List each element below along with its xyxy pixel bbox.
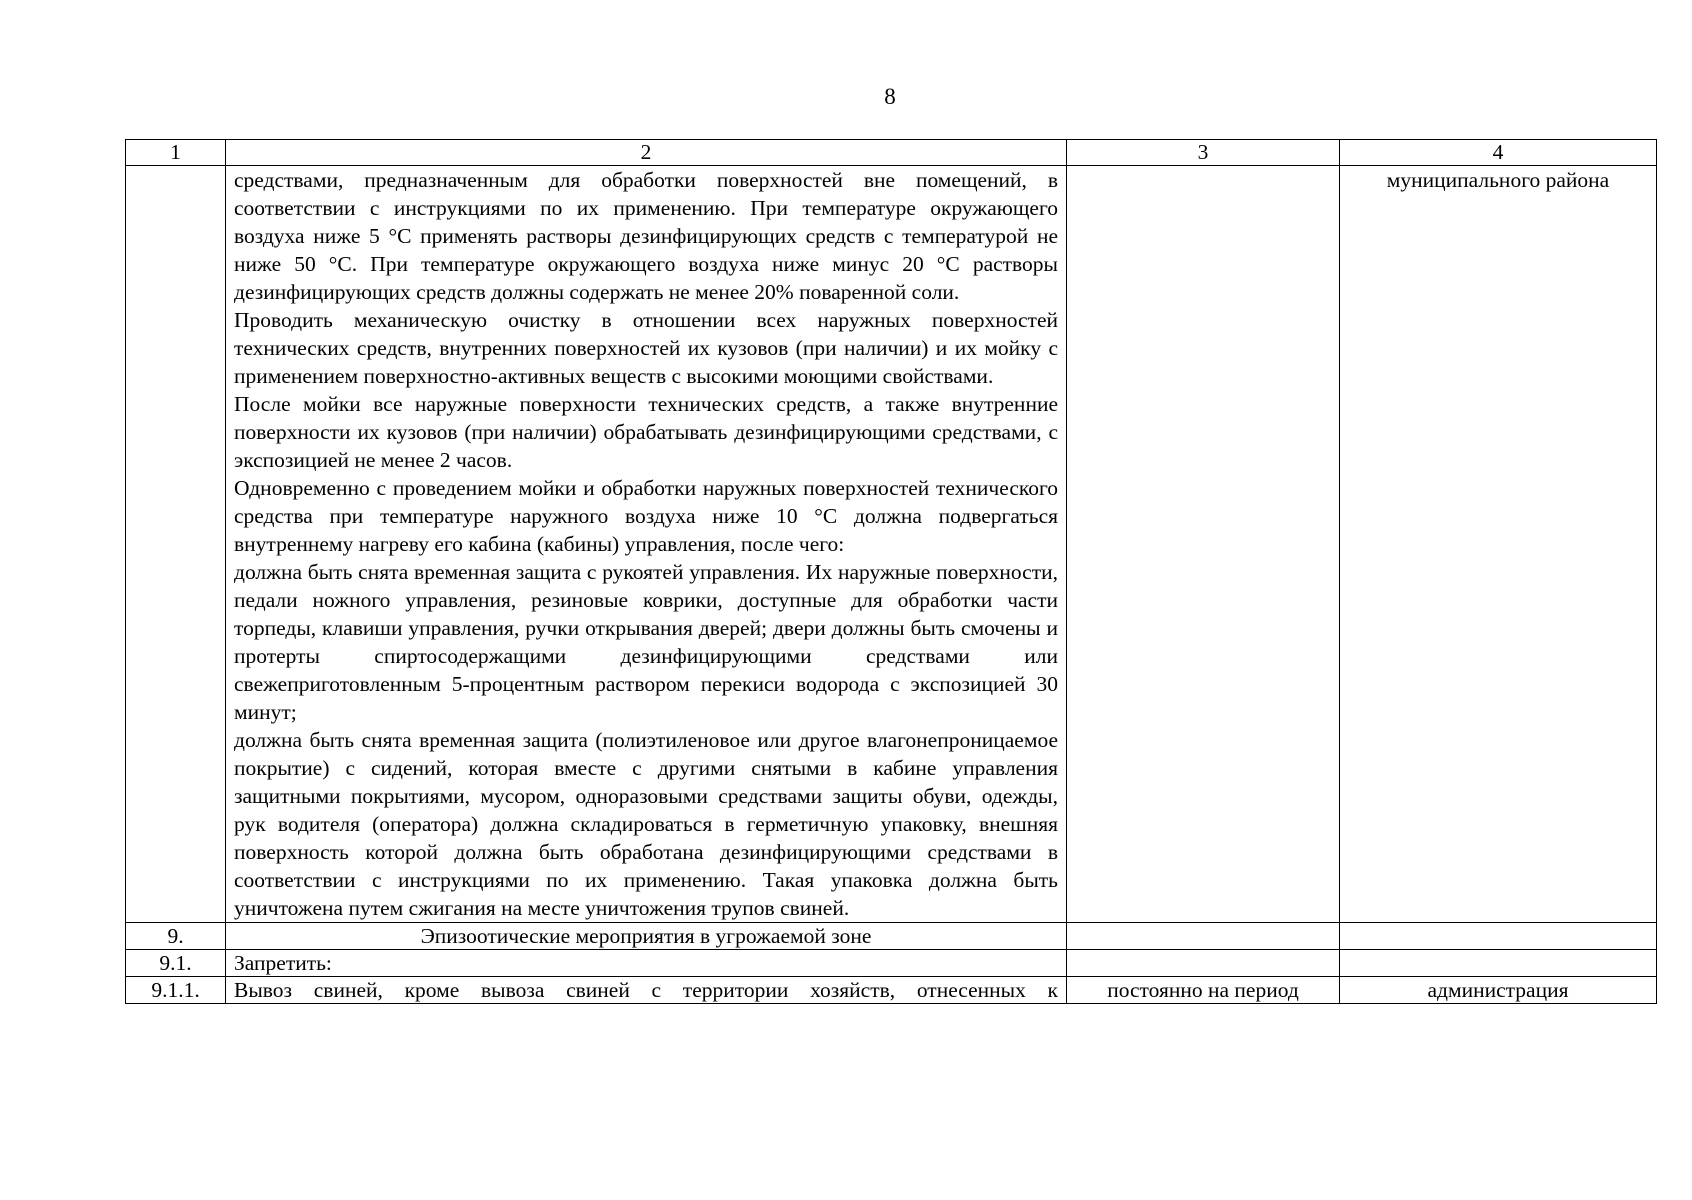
cell-responsible — [1340, 923, 1657, 950]
cell-number — [126, 166, 226, 923]
table-row-continuation — [126, 166, 1657, 923]
cell-deadline — [1067, 166, 1340, 923]
paragraph: должна быть снята временная защита (полиэтиленовое или другое влагонепроницаемое покрытие) с сидений, которая вместе с другими снятыми в кабине управления защитными покрытиями, мусором, одноразовыми средствами защиты обуви, одежды, рук водителя (оператора) должна складироваться в герметичную упаковку, внешняя поверхность которой должна быть обработана дезинфицирующими средствами в соответствии с инструкциями по их применению. Такая упаковка должна быть уничтожена путем сжигания на месте уничтожения трупов свиней. — [234, 728, 1058, 920]
paragraph: После мойки все наружные поверхности технических средств, а также внутренние поверхности их кузовов (при наличии) обрабатывать дезинфицирующими средствами, с экспозицией не менее 2 часов. — [234, 392, 1058, 472]
measures-table — [125, 139, 1657, 1004]
table-row — [126, 977, 1657, 1004]
header-col-1: 1 — [126, 140, 226, 166]
cell-number: 9.1.1. — [126, 977, 226, 1004]
cell-number: 9. — [126, 923, 226, 950]
cell-responsible: администрация — [1340, 977, 1657, 1004]
subsection-heading: Запретить: — [226, 950, 1067, 977]
paragraph: должна быть снята временная защита с рукоятей управления. Их наружные поверхности, педали ножного управления, резиновые коврики, доступные для обработки части торпеды, клавиши управления, ручки открывания дверей; двери должны быть смочены и протерты спиртосодержащими дезинфицирующими средствами или свежеприготовленным 5-процентным раствором перекиси водорода с экспозицией 30 минут; — [234, 560, 1058, 724]
cell-number: 9.1. — [126, 950, 226, 977]
cell-deadline — [1067, 923, 1340, 950]
cell-responsible — [1340, 950, 1657, 977]
header-col-4: 4 — [1340, 140, 1657, 166]
cell-deadline — [1067, 950, 1340, 977]
table-row — [126, 950, 1657, 977]
header-col-2: 2 — [226, 140, 1067, 166]
table-header — [126, 140, 1657, 166]
paragraph: средствами, предназначенным для обработки поверхностей вне помещений, в соответствии с инструкциями по их применению. При температуре окружающего воздуха ниже 5 °С применять растворы дезинфицирующих средств с температурой не ниже 50 °С. При температуре окружающего воздуха ниже минус 20 °С растворы дезинфицирующих средств должны содержать не менее 20% поваренной соли. — [234, 168, 1058, 304]
header-col-3: 3 — [1067, 140, 1340, 166]
cell-measure-text: Вывоз свиней, кроме вывоза свиней с территории хозяйств, отнесенных к — [226, 977, 1067, 1004]
cell-measure-text — [226, 166, 1067, 923]
paragraph: Одновременно с проведением мойки и обработки наружных поверхностей технического средства при температуре наружного воздуха ниже 10 °С должна подвергаться внутреннему нагреву его кабина (кабины) управления, после чего: — [234, 476, 1058, 556]
page-number: 8 — [884, 84, 896, 109]
cell-responsible: муниципального района — [1340, 166, 1657, 923]
table-row — [126, 923, 1657, 950]
cell-deadline: постоянно на период — [1067, 977, 1340, 1004]
paragraph: Проводить механическую очистку в отношении всех наружных поверхностей технических средств, внутренних поверхностей их кузовов (при наличии) и их мойку с применением поверхностно-активных веществ с высокими моющими свойствами. — [234, 308, 1058, 388]
section-heading: Эпизоотические мероприятия в угрожаемой зоне — [226, 923, 1067, 950]
